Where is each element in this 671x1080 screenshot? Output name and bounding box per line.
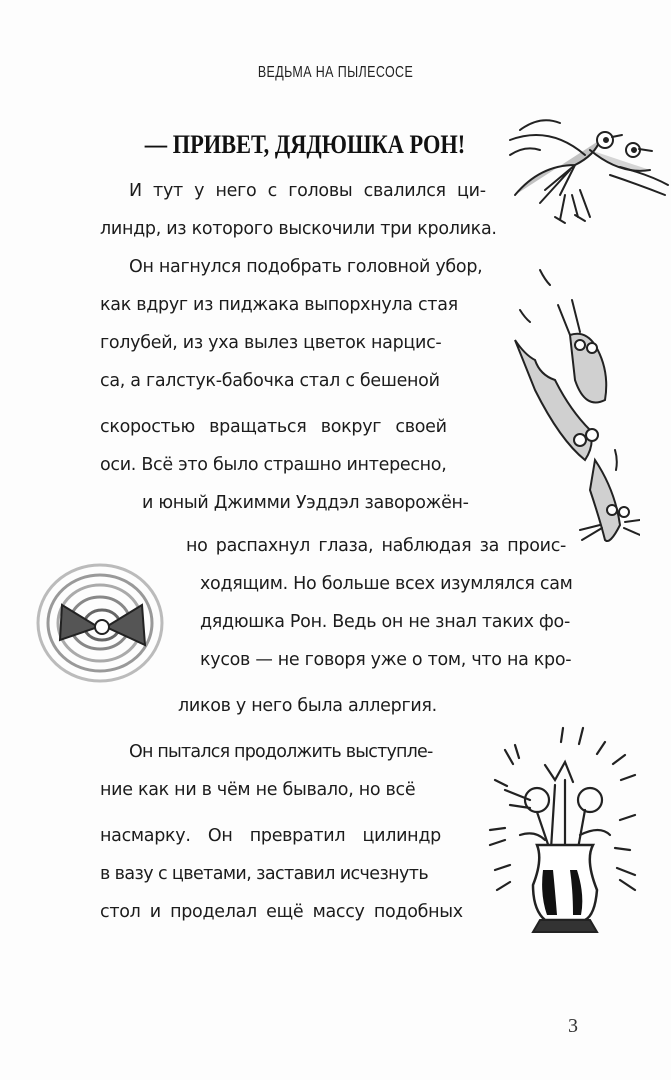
text-line: и юный Джимми Уэддэл заворожён- xyxy=(142,493,469,513)
flower-vase-icon xyxy=(485,720,665,945)
tumbling-rabbits-icon xyxy=(500,260,640,560)
text-line: насмарку. Он превратил цилиндр xyxy=(100,826,441,846)
text-line: стол и проделал ещё массу подобных xyxy=(100,902,463,922)
text-line: голубей, из уха вылез цветок нарцис- xyxy=(100,333,442,353)
page-number: 3 xyxy=(568,1015,578,1037)
text-line: са, а галстук-бабочка стал с бешеной xyxy=(100,371,440,391)
text-line: Он пытался продолжить выступле- xyxy=(129,742,433,762)
text-line: Он нагнулся подобрать головной убор, xyxy=(129,257,483,277)
text-line: линдр, из которого выскочили три кролика. xyxy=(100,219,497,239)
spinning-bowtie-icon xyxy=(30,555,170,690)
text-line: ходящим. Но больше всех изумлялся сам xyxy=(200,574,573,594)
flying-pigeons-icon xyxy=(500,95,671,225)
text-line: скоростью вращаться вокруг своей xyxy=(100,417,447,437)
text-line: ликов у него была аллергия. xyxy=(178,696,437,716)
text-line: И тут у него с головы свалился ци- xyxy=(129,181,486,201)
text-line: кусов — не говоря уже о том, что на кро- xyxy=(200,650,572,670)
running-title: ВЕДЬМА НА ПЫЛЕСОСЕ xyxy=(257,64,414,81)
chapter-heading: — ПРИВЕТ, ДЯДЮШКА РОН! xyxy=(144,130,466,159)
text-line: но распахнул глаза, наблюдая за проис- xyxy=(186,536,567,556)
text-line: ние как ни в чём не бывало, но всё xyxy=(100,780,416,800)
text-line: оси. Всё это было страшно интересно, xyxy=(100,455,447,475)
text-line: в вазу с цветами, заставил исчезнуть xyxy=(100,864,429,884)
text-line: дядюшка Рон. Ведь он не знал таких фо- xyxy=(200,612,570,632)
text-line: как вдруг из пиджака выпорхнула стая xyxy=(100,295,458,315)
